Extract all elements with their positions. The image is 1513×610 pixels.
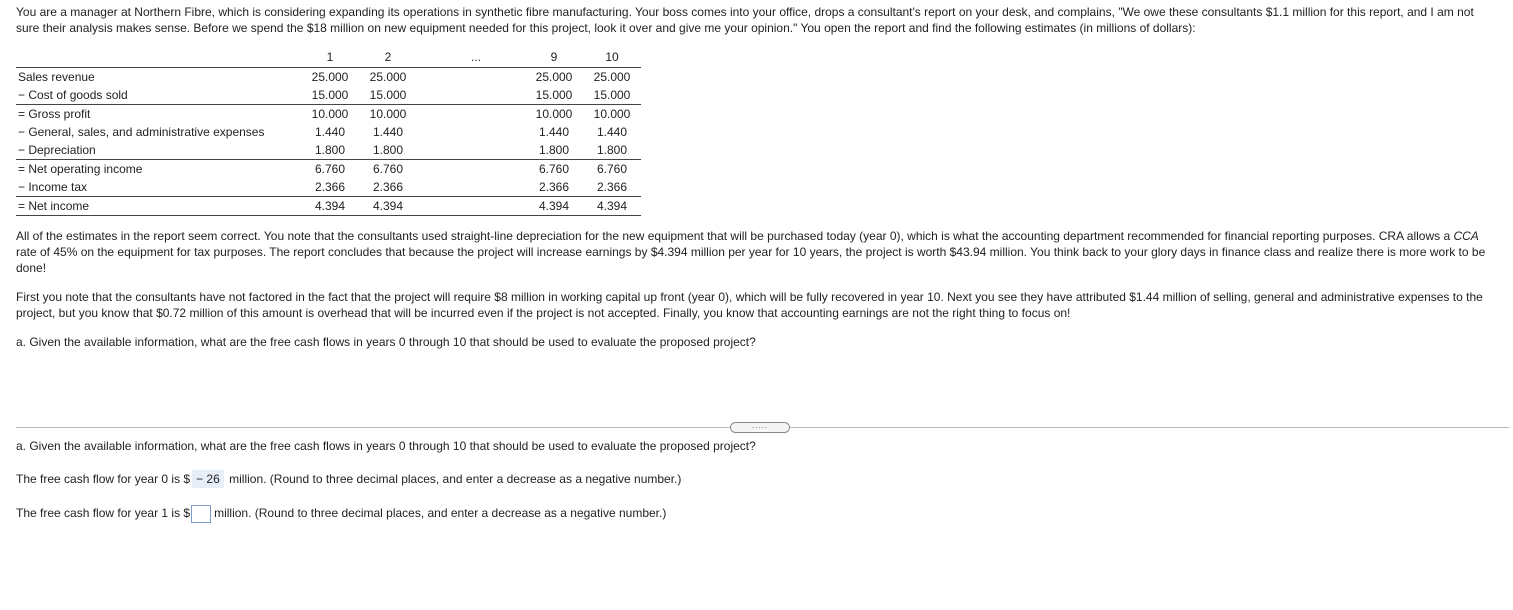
problem-intro: You are a manager at Northern Fibre, which is considering expanding its operations in synthetic fibre manufacturing. Your boss comes into your office, drops a consultant's report on your desk, and complains, "We owe these consultants $1.1 million for this report, and I am not sure their analysis makes sense. Before we spend the $18 million on new equipment needed for this project, look it over and give me your opinion." You open the report and find the following estimates (in millions of dollars): [16, 5, 1474, 35]
table-row [16, 123, 641, 141]
header-blank [16, 48, 301, 68]
cell-blank [417, 197, 525, 216]
row-label: − General, sales, and administrative expenses [18, 124, 265, 139]
estimates-text-after: rate of 45% on the equipment for tax purposes. The report concludes that because the project will increase earnings by $4.394 million per year for 10 years, the project is worth $43.94 million. You think back to your glory days in finance class and realize there is more work to be done! [16, 245, 1486, 275]
row-label: = Net income [16, 197, 301, 216]
table-row [16, 141, 641, 160]
cell-blank [417, 178, 525, 197]
cell-value: 2.366 [314, 179, 346, 194]
cell-value: 1.800 [538, 142, 570, 157]
cell-value: 1.800 [372, 142, 404, 157]
cell-value: 15.000 [593, 87, 631, 102]
header-year-9: 9 [525, 48, 583, 68]
row-label: − Income tax [18, 179, 88, 194]
header-year-1: 1 [301, 48, 359, 68]
cell-value: 15.000 [369, 87, 407, 102]
cell-value: 25.000 [311, 69, 349, 84]
cell-value: 1.800 [596, 142, 628, 157]
table-row [16, 178, 641, 197]
cell-value: 10.000 [525, 105, 583, 124]
cca-emphasis: CCA [1453, 229, 1479, 243]
answer-value-year-0[interactable]: − 26 [192, 470, 224, 488]
table-row [16, 86, 641, 105]
answer-suffix: million. (Round to three decimal places, and enter a decrease as a negative number.) [229, 472, 682, 486]
estimates-text-before: All of the estimates in the report seem correct. You note that the consultants used straight-line depreciation for the new equipment that will be purchased today (year 0), which is what the accounting department recommended for financial reporting purposes. CRA allows a [16, 229, 1454, 243]
cell-value: 4.394 [525, 197, 583, 216]
answer-prefix: The free cash flow for year 1 is $ [16, 506, 191, 521]
answer-prefix: The free cash flow for year 0 is $ [16, 472, 191, 486]
cell-blank [417, 105, 525, 124]
cell-value: 15.000 [311, 87, 349, 102]
cell-blank [417, 86, 525, 105]
cell-value: 4.394 [583, 197, 641, 216]
row-label: = Gross profit [16, 105, 301, 124]
cell-value: 1.440 [314, 124, 346, 139]
cell-value: 2.366 [596, 179, 628, 194]
cell-value: 2.366 [538, 179, 570, 194]
cell-value: 10.000 [301, 105, 359, 124]
row-label: Sales revenue [18, 69, 95, 84]
cell-value: 25.000 [369, 69, 407, 84]
row-label: − Depreciation [18, 142, 96, 157]
table-header-row [16, 48, 641, 68]
cell-blank [417, 160, 525, 179]
answer-suffix: million. (Round to three decimal places, and enter a decrease as a negative number.) [214, 506, 667, 521]
cell-value: 10.000 [583, 105, 641, 124]
cell-value: 1.440 [596, 124, 628, 139]
cell-value: 6.760 [525, 160, 583, 179]
answer-row-year-0 [16, 470, 681, 488]
cell-value: 25.000 [593, 69, 631, 84]
income-statement-table [16, 48, 641, 216]
corrections-paragraph: First you note that the consultants have not factored in the fact that the project will require $8 million in working capital up front (year 0), which will be fully recovered in year 10. Next you see they have attributed $1.44 million of selling, general and administrative expenses to the project, but you know that $0.72 million of this amount is overhead that will be incurred even if the project is not accepted. Finally, you know that accounting earnings are not the right thing to focus on! [16, 290, 1483, 320]
table-row [16, 197, 641, 216]
cell-value: 4.394 [301, 197, 359, 216]
answer-input-year-1[interactable] [191, 505, 211, 523]
header-year-10: 10 [583, 48, 641, 68]
cell-value: 1.440 [538, 124, 570, 139]
table-row [16, 105, 641, 124]
cell-value: 10.000 [359, 105, 417, 124]
question-text: a. Given the available information, what are the free cash flows in years 0 through 10 that should be used to evaluate the proposed project? [16, 335, 756, 349]
cell-value: 2.366 [372, 179, 404, 194]
cell-value: 4.394 [359, 197, 417, 216]
cell-value: 15.000 [535, 87, 573, 102]
question-text-repeat: a. Given the available information, what are the free cash flows in years 0 through 10 that should be used to evaluate the proposed project? [16, 439, 756, 453]
answer-row-year-1 [16, 505, 666, 523]
cell-blank [417, 141, 525, 160]
table-row [16, 68, 641, 87]
cell-value: 1.440 [372, 124, 404, 139]
cell-value: 6.760 [359, 160, 417, 179]
expand-handle[interactable]: ..... [730, 422, 790, 433]
row-label: − Cost of goods sold [18, 87, 128, 102]
cell-blank [417, 68, 525, 87]
table-row [16, 160, 641, 179]
row-label: = Net operating income [16, 160, 301, 179]
estimates-paragraph [16, 228, 1496, 276]
cell-blank [417, 123, 525, 141]
cell-value: 6.760 [301, 160, 359, 179]
cell-value: 25.000 [535, 69, 573, 84]
cell-value: 1.800 [314, 142, 346, 157]
header-year-2: 2 [359, 48, 417, 68]
header-ellipsis: ... [417, 48, 525, 68]
cell-value: 6.760 [583, 160, 641, 179]
